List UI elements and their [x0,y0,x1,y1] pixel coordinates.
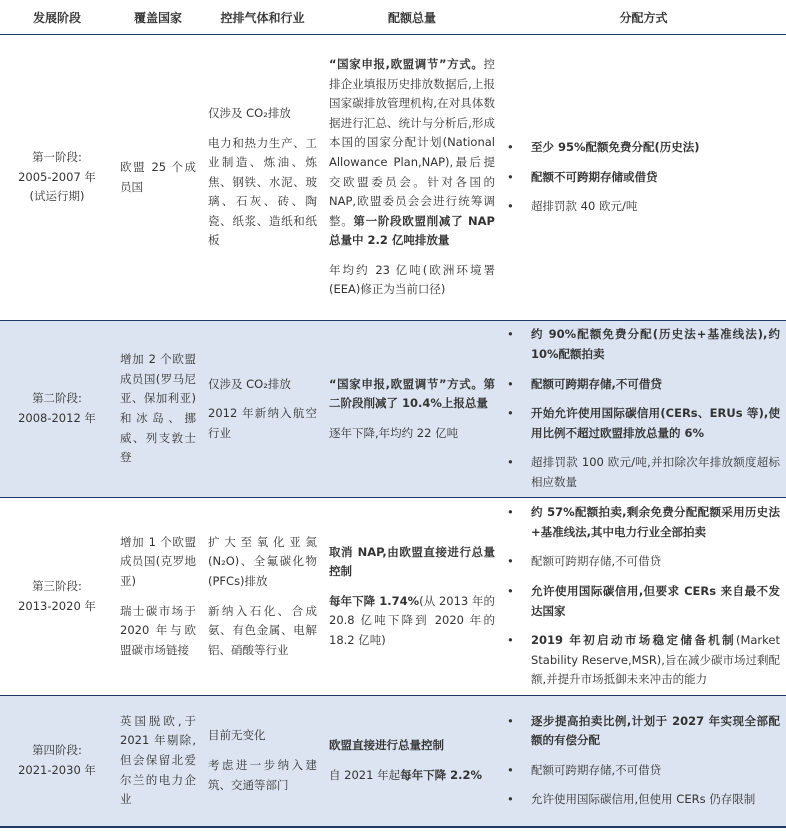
stage-line: 2005-2007 年 [18,169,96,184]
text-run: 逐年下降,年均约 22 亿吨 [329,425,459,440]
phase-row [0,321,786,498]
cell-gases-industries [202,696,323,827]
text-run: 每年下降 2.2% [400,767,482,782]
text-run: “国家申报,欧盟调节”方式。第二阶段削减了 10.4%上报总量 [329,376,495,411]
text-run: 至少 95%配额免费分配(历史法) [531,140,700,155]
text-run: 年均约 23 亿吨(欧洲环境署(EEA)修正为当前口径) [329,262,495,297]
allocation-item [507,138,780,158]
quota-paragraph [329,261,495,300]
bullet-icon: • [507,792,514,807]
allocation-list [507,138,780,217]
bullet-icon: • [507,554,514,569]
countries-text: 欧盟 25 个成员国 [120,159,196,194]
quota-paragraph [329,55,495,251]
gases-text: 新纳入石化、合成氨、有色金属、电解铝、硝酸等行业 [208,603,317,657]
countries-text: 瑞士碳市场于 2020 年与欧盟碳市场链接 [120,603,196,657]
stage-line: 2008-2012 年 [18,411,96,425]
allocation-item [507,404,780,443]
allocation-list [507,712,780,810]
cell-quota-total [323,498,501,696]
text-run: 配额可跨期存储,不可借贷 [531,762,662,777]
text-run: 超排罚款 100 欧元/吨,并扣除次年排放额度超标相应数量 [531,455,780,489]
text-run: 配额可跨期存储,不可借贷 [531,554,662,569]
stage-line: 第二阶段: [32,391,82,406]
text-run: 超排罚款 40 欧元/吨 [531,199,638,214]
gases-text: 2012 年新纳入航空行业 [208,406,317,440]
cell-gases-industries [202,321,323,498]
allocation-item [507,552,780,572]
countries-text: 增加 1 个欧盟成员国(克罗地亚) [120,534,196,588]
allocation-item [507,197,780,217]
gases-text: 仅涉及 CO₂排放 [208,105,291,120]
bullet-icon: • [507,713,514,728]
bullet-icon: • [507,455,514,470]
text-run: 允许使用国际碳信用,但要求 CERs 来自最不发达国家 [531,583,780,618]
text-run: 欧盟直接进行总量控制 [329,738,444,753]
text-run: 控排企业填报历史排放数据后,上报国家碳排放管理机构,在对具体数据进行汇总、统计与分析后,形成本国的国家分配计划(National Allowance Plan,NAP),最后提交欧盟委员会。针对各国的 NAP,欧盟委员会会进行统筹调整。 [329,56,495,228]
text-run: 开始允许使用国际碳信用(CERs、ERUs 等),使用比例不超过欧盟排放总量的 6% [531,406,780,440]
bullet-icon: • [507,327,514,342]
cell-gases-industries [202,35,323,321]
text-run: 取消 NAP,由欧盟直接进行总量控制 [329,544,495,579]
quota-paragraph [329,543,495,582]
allocation-list [507,503,780,690]
stage-line: 第三阶段: [32,578,82,593]
stage-line: 2013-2020 年 [18,598,96,613]
phase-row [0,498,786,696]
allocation-item [507,325,780,364]
allocation-item [507,582,780,621]
cell-gases-industries [202,498,323,696]
text-run: 2019 年初启动市场稳定储备机制 [531,633,736,648]
gases-text: 考虑进一步纳入建筑、交通等部门 [208,757,317,792]
allocation-item [507,375,780,395]
quota-paragraph [329,592,495,651]
phase-row [0,696,786,827]
cell-allocation-method [501,498,786,696]
allocation-list [507,325,780,492]
gases-text: 仅涉及 CO₂排放 [208,376,291,391]
stage-line: (试运行期) [29,189,85,204]
cell-quota-total [323,696,501,827]
text-run: 逐步提高拍卖比例,计划于 2027 年实现全部配额的有偿分配 [531,713,780,748]
cell-allocation-method [501,696,786,827]
text-run: “国家申报,欧盟调节”方式。 [329,56,484,71]
countries-text: 增加 2 个欧盟成员国(罗马尼亚、保加利亚)和冰岛、挪威、列支敦士登 [120,352,196,465]
header-countries: 覆盖国家 [114,0,202,35]
text-run: 约 57%配额拍卖,剩余免费分配配额采用历史法+基准线法,其中电力行业全部拍卖 [531,505,780,539]
bullet-icon: • [507,199,514,214]
bullet-icon: • [507,505,514,520]
header-allocation-method: 分配方式 [501,0,786,35]
cell-countries [114,696,202,827]
cell-stage [0,696,114,827]
header-quota-total: 配额总量 [323,0,501,35]
cell-stage [0,498,114,696]
bullet-icon: • [507,583,514,598]
quota-paragraph [329,375,495,414]
table-header-row [0,0,786,35]
cell-allocation-method [501,35,786,321]
quota-paragraph [329,736,495,756]
stage-line: 2021-2030 年 [18,762,96,777]
stage-line: 第四阶段: [32,743,82,758]
header-stage: 发展阶段 [0,0,114,35]
text-run: 配额不可跨期存储或借贷 [531,169,658,184]
bullet-icon: • [507,169,514,184]
cell-quota-total [323,321,501,498]
allocation-item [507,712,780,751]
cell-stage [0,321,114,498]
text-run: 约 90%配额免费分配(历史法+基准线法),约 10%配额拍卖 [531,327,780,362]
bullet-icon: • [507,376,514,391]
cell-countries [114,321,202,498]
bullet-icon: • [507,140,514,155]
quota-paragraph [329,766,495,786]
cell-countries [114,35,202,321]
gases-text: 目前无变化 [208,728,266,743]
allocation-item [507,761,780,781]
cell-countries [114,498,202,696]
text-run: (Market Stability Reserve,MSR),旨在减少碳市场过剩配额,并提升市场抵御未来冲击的能力 [531,633,780,687]
allocation-item [507,503,780,542]
stage-line: 第一阶段: [32,150,82,165]
text-run: 自 2021 年起 [329,767,401,782]
gases-text: 电力和热力生产、工业制造、炼油、炼焦、钢铁、水泥、玻璃、石灰、砖、陶瓷、纸浆、造纸和纸板 [208,135,317,248]
text-run: 每年下降 1.74% [329,593,420,608]
allocation-item [507,168,780,188]
allocation-item [507,790,780,810]
header-gases-industries: 控排气体和行业 [202,0,323,35]
cell-quota-total [323,35,501,321]
allocation-item [507,453,780,492]
cell-stage [0,35,114,321]
gases-text: 扩大至氧化亚氮(N₂O)、全氟碳化物(PFCs)排放 [208,534,317,588]
text-run: 第一阶段欧盟削减了 NAP 总量中 2.2 亿吨排放量 [329,213,495,248]
text-run: 允许使用国际碳信用,但使用 CERs 仍存限制 [531,792,756,807]
countries-text: 英国脱欧,于 2021 年剔除,但会保留北爱尔兰的电力企业 [120,713,196,807]
text-run: 配额可跨期存储,不可借贷 [531,376,662,391]
bullet-icon: • [507,633,514,648]
text-run: (从 2013 年的 20.8 亿吨下降到 2020 年的 18.2 亿吨) [329,593,495,647]
bullet-icon: • [507,406,514,421]
cell-allocation-method [501,321,786,498]
bullet-icon: • [507,762,514,777]
quota-paragraph [329,424,495,444]
allocation-item [507,631,780,690]
phase-row [0,35,786,321]
